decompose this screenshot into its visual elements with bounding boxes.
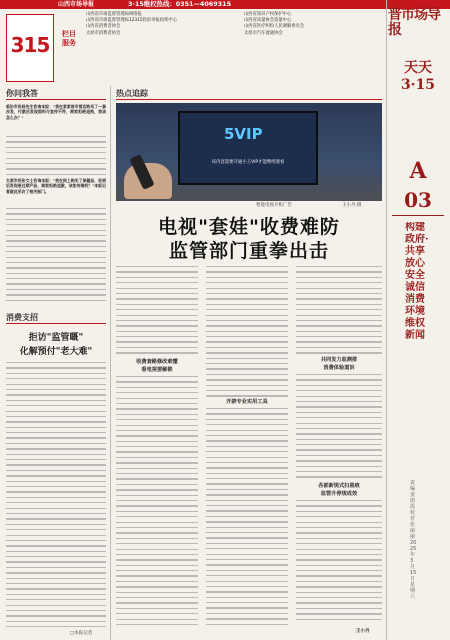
contact-item: 山西省医疗纠纷人民调解委员会 bbox=[244, 24, 305, 30]
edition-number: 03 bbox=[404, 188, 432, 212]
hotline-text: 3·15维权热线：0351—4069315 bbox=[128, 0, 232, 8]
contacts-column-1 bbox=[86, 12, 236, 37]
column-label: 栏目服务 bbox=[62, 30, 76, 47]
logo-315-text: 315 bbox=[10, 33, 50, 57]
column-rule bbox=[110, 86, 111, 640]
tv-photo bbox=[116, 103, 382, 201]
logo-315 bbox=[6, 14, 54, 82]
paper-name: 山西市场导报 bbox=[58, 1, 95, 8]
contact-item: 山西省市场监督管理局网络报 bbox=[86, 12, 142, 17]
body-col-3-b bbox=[296, 374, 382, 480]
contact-item: 山西省知识产权保护中心 bbox=[244, 12, 292, 17]
photo-credit: 王小丹 摄 bbox=[342, 203, 362, 208]
masthead-daily bbox=[398, 60, 438, 94]
article-title-2: 化解预付"老大难" bbox=[19, 347, 93, 357]
tv-screen bbox=[178, 111, 318, 185]
byline: □本报记者 bbox=[70, 631, 93, 636]
subhead-7: 监管升停规成效 bbox=[320, 491, 358, 497]
footer-vertical: 责编 姜雨霞 校对 张丽丽 2025年3月15日 星期六 bbox=[410, 480, 417, 600]
body-col-2-b bbox=[206, 408, 288, 630]
photo-caption: 智能电视开机广告 bbox=[256, 203, 292, 208]
qa-body-lines bbox=[6, 208, 106, 304]
tips-body-lines bbox=[6, 362, 106, 630]
body-col-3-a bbox=[296, 266, 382, 356]
headline-line-1: 电视"套娃"收费难防 bbox=[158, 216, 340, 238]
vertical-slogan: 构建政府·共享放心安全诚信消费环境维权新闻 bbox=[405, 222, 429, 341]
contact-item: 山西省消费者协会 bbox=[86, 24, 121, 30]
section-title-tips: 消费支招 bbox=[6, 313, 38, 322]
daily-label: 天天3·15 bbox=[400, 60, 436, 93]
section-title-hot: 热点追踪 bbox=[116, 89, 148, 98]
contact-item: 山西省质量协会质量中心 bbox=[244, 18, 292, 24]
body-col-1-a bbox=[116, 266, 198, 356]
masthead-title: 晋市场导报 bbox=[388, 7, 440, 38]
subhead-4: 共同发力监测排 bbox=[320, 357, 358, 363]
tv-ad-text: 该内容需要开通小王VIP才能继续观看 bbox=[211, 160, 285, 165]
subhead-1: 收费套路修改难懂 bbox=[136, 359, 178, 365]
section-rule bbox=[116, 99, 382, 100]
body-col-2-a bbox=[206, 266, 288, 398]
article-title-1: 拒访"监管嘅" bbox=[28, 333, 84, 343]
subhead-6: 各部新规式扫恩痕 bbox=[318, 483, 360, 489]
contacts-column-2 bbox=[244, 12, 374, 37]
end-credit: 王小丹 bbox=[356, 629, 370, 634]
contact-item: 太原市汽车流通协会 bbox=[244, 30, 283, 36]
body-col-3-c bbox=[296, 500, 382, 626]
subhead-2: 看电视要解锁 bbox=[141, 367, 173, 373]
contact-item: 太原市消费者协会 bbox=[86, 30, 121, 36]
subhead-3: 开辟专业实用工具 bbox=[226, 399, 268, 405]
qa-question: 临汾市民杨先生咨询本报："我在某家居专营店购买了一套沙发，付款后发现面料与宣传不符，商家拒绝退换，我该怎么办？" bbox=[6, 104, 106, 120]
column-rule bbox=[386, 0, 387, 640]
qa-body-lines bbox=[6, 136, 106, 176]
subhead-5: 消费体验道诉 bbox=[323, 365, 355, 371]
section-rule bbox=[6, 99, 106, 100]
tv-logo-5vip: 5VIP bbox=[224, 125, 263, 143]
section-title-qa: 你问我答 bbox=[6, 89, 38, 98]
masthead-divider bbox=[392, 215, 444, 216]
contact-item: 山西省市场监督管理局12315投诉举报指挥中心 bbox=[86, 18, 178, 24]
edition-letter: A bbox=[409, 158, 427, 184]
qa-answer: 太原市民张女士咨询本报："我在网上购买了保健品，收到后发现是过期产品，商家拒绝退款，该如何维权？"本报记者就此采访了相关部门。 bbox=[6, 178, 106, 194]
headline-line-2: 监管部门重拳出击 bbox=[168, 240, 329, 262]
section-rule bbox=[6, 323, 106, 324]
body-col-1-b bbox=[116, 376, 198, 630]
